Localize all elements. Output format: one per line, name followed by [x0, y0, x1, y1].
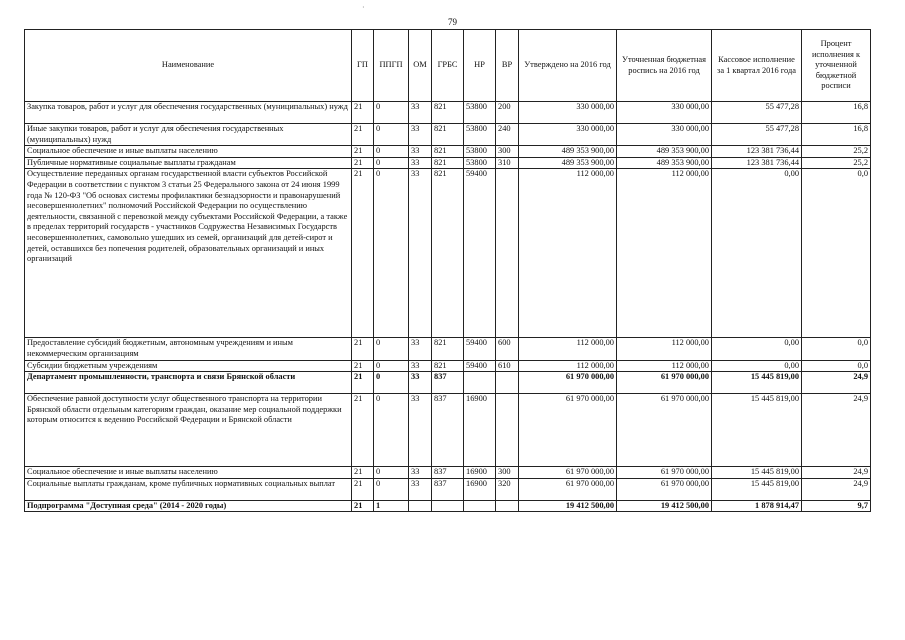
cell-refined: 112 000,00: [617, 338, 712, 360]
cell-name: Публичные нормативные социальные выплаты гражданам: [25, 157, 352, 169]
scan-mark: ·: [362, 3, 365, 12]
header-cash: Кассовое исполнение за 1 квартал 2016 года: [712, 30, 802, 102]
cell-om: 33: [409, 124, 432, 146]
table-row: [25, 169, 871, 338]
cell-gp: 21: [352, 169, 374, 338]
cell-cash: 15 445 819,00: [712, 372, 802, 394]
cell-gp: 21: [352, 146, 374, 158]
cell-cash: 123 381 736,44: [712, 146, 802, 158]
cell-grbs: 837: [432, 467, 464, 479]
table-row: [25, 394, 871, 467]
cell-cash: 15 445 819,00: [712, 394, 802, 467]
cell-grbs: 821: [432, 338, 464, 360]
cell-cash: 0,00: [712, 169, 802, 338]
header-approved: Утверждено на 2016 год: [519, 30, 617, 102]
cell-name: Обеспечение равной доступности услуг общественного транспорта на территории Брянской области отдельным категориям граждан, оказание мер социальной поддержки которым относится к ведению Российской Федерации и Брянской области: [25, 394, 352, 467]
cell-vr: [496, 500, 519, 512]
header-vr: ВР: [496, 30, 519, 102]
cell-ppgp: 0: [374, 467, 409, 479]
cell-grbs: 821: [432, 169, 464, 338]
cell-om: 33: [409, 372, 432, 394]
cell-percent: 24,9: [802, 467, 871, 479]
cell-gp: 21: [352, 478, 374, 500]
table-row-subprogram: [25, 500, 871, 512]
cell-np: 16900: [464, 394, 496, 467]
cell-np: 53800: [464, 146, 496, 158]
cell-np: 16900: [464, 478, 496, 500]
cell-vr: 240: [496, 124, 519, 146]
table-header-row: [25, 30, 871, 102]
cell-cash: 55 477,28: [712, 124, 802, 146]
cell-ppgp: 0: [374, 102, 409, 124]
cell-percent: 0,0: [802, 169, 871, 338]
cell-approved: 112 000,00: [519, 169, 617, 338]
cell-ppgp: 1: [374, 500, 409, 512]
cell-np: [464, 500, 496, 512]
cell-grbs: [432, 500, 464, 512]
cell-percent: 16,8: [802, 102, 871, 124]
cell-approved: 61 970 000,00: [519, 372, 617, 394]
cell-cash: 55 477,28: [712, 102, 802, 124]
cell-refined: 112 000,00: [617, 169, 712, 338]
cell-percent: 0,0: [802, 360, 871, 372]
cell-name: Предоставление субсидий бюджетным, автономным учреждениям и иным некоммерческим организациям: [25, 338, 352, 360]
table-row: [25, 338, 871, 360]
cell-cash: 1 878 914,47: [712, 500, 802, 512]
header-np: НР: [464, 30, 496, 102]
cell-grbs: 821: [432, 360, 464, 372]
cell-ppgp: 0: [374, 338, 409, 360]
cell-name: Закупка товаров, работ и услуг для обеспечения государственных (муниципальных) нужд: [25, 102, 352, 124]
cell-refined: 112 000,00: [617, 360, 712, 372]
cell-approved: 330 000,00: [519, 102, 617, 124]
cell-approved: 61 970 000,00: [519, 394, 617, 467]
cell-gp: 21: [352, 467, 374, 479]
cell-percent: 16,8: [802, 124, 871, 146]
table-row: [25, 124, 871, 146]
cell-vr: 320: [496, 478, 519, 500]
table-row: [25, 467, 871, 479]
cell-approved: 112 000,00: [519, 360, 617, 372]
cell-gp: 21: [352, 360, 374, 372]
table-row: [25, 157, 871, 169]
cell-vr: [496, 372, 519, 394]
cell-grbs: 837: [432, 478, 464, 500]
cell-ppgp: 0: [374, 478, 409, 500]
cell-np: 16900: [464, 467, 496, 479]
cell-ppgp: 0: [374, 372, 409, 394]
cell-ppgp: 0: [374, 394, 409, 467]
cell-grbs: 837: [432, 372, 464, 394]
cell-om: 33: [409, 478, 432, 500]
cell-ppgp: 0: [374, 360, 409, 372]
cell-grbs: 821: [432, 124, 464, 146]
cell-ppgp: 0: [374, 146, 409, 158]
cell-cash: 0,00: [712, 338, 802, 360]
cell-percent: 25,2: [802, 146, 871, 158]
cell-name: Иные закупки товаров, работ и услуг для обеспечения государственных (муниципальных) нужд: [25, 124, 352, 146]
budget-execution-table: [24, 29, 871, 512]
header-gp: ГП: [352, 30, 374, 102]
cell-vr: 300: [496, 146, 519, 158]
cell-np: 53800: [464, 157, 496, 169]
cell-vr: 300: [496, 467, 519, 479]
cell-approved: 19 412 500,00: [519, 500, 617, 512]
cell-approved: 330 000,00: [519, 124, 617, 146]
cell-np: [464, 372, 496, 394]
table-row-department: [25, 372, 871, 394]
cell-grbs: 821: [432, 102, 464, 124]
table-row: [25, 146, 871, 158]
cell-om: 33: [409, 169, 432, 338]
page-number: 79: [448, 17, 457, 27]
header-ppgp: ППГП: [374, 30, 409, 102]
cell-gp: 21: [352, 124, 374, 146]
cell-refined: 61 970 000,00: [617, 394, 712, 467]
cell-percent: 25,2: [802, 157, 871, 169]
cell-om: 33: [409, 146, 432, 158]
cell-name: Социальные выплаты гражданам, кроме публичных нормативных социальных выплат: [25, 478, 352, 500]
cell-refined: 61 970 000,00: [617, 372, 712, 394]
header-grbs: ГРБС: [432, 30, 464, 102]
cell-gp: 21: [352, 102, 374, 124]
cell-om: 33: [409, 338, 432, 360]
header-om: ОМ: [409, 30, 432, 102]
cell-vr: [496, 169, 519, 338]
cell-approved: 61 970 000,00: [519, 478, 617, 500]
cell-vr: 200: [496, 102, 519, 124]
cell-gp: 21: [352, 372, 374, 394]
cell-percent: 24,9: [802, 478, 871, 500]
cell-percent: 24,9: [802, 394, 871, 467]
cell-gp: 21: [352, 394, 374, 467]
cell-om: 33: [409, 360, 432, 372]
cell-cash: 15 445 819,00: [712, 478, 802, 500]
cell-cash: 15 445 819,00: [712, 467, 802, 479]
cell-om: 33: [409, 394, 432, 467]
cell-np: 59400: [464, 360, 496, 372]
cell-name: Социальное обеспечение и иные выплаты населению: [25, 146, 352, 158]
cell-name: Подпрограмма "Доступная среда" (2014 - 2020 годы): [25, 500, 352, 512]
cell-vr: 610: [496, 360, 519, 372]
cell-cash: 123 381 736,44: [712, 157, 802, 169]
header-name: Наименование: [25, 30, 352, 102]
cell-om: 33: [409, 102, 432, 124]
cell-name: Социальное обеспечение и иные выплаты населению: [25, 467, 352, 479]
cell-vr: 310: [496, 157, 519, 169]
cell-gp: 21: [352, 157, 374, 169]
cell-name: Департамент промышленности, транспорта и связи Брянской области: [25, 372, 352, 394]
cell-grbs: 821: [432, 157, 464, 169]
cell-refined: 489 353 900,00: [617, 146, 712, 158]
cell-refined: 61 970 000,00: [617, 478, 712, 500]
cell-approved: 112 000,00: [519, 338, 617, 360]
table-row: [25, 360, 871, 372]
cell-grbs: 821: [432, 146, 464, 158]
cell-name: Осуществление переданных органам государственной власти субъектов Российской Федерации в соответствии с пунктом 3 статьи 25 Федерального закона от 24 июня 1999 года № 120-ФЗ "Об основах системы профилактики безнадзорности и правонарушений несовершеннолетних" полномочий Российской Федерации по осуществлению деятельности, связанной с перевозкой между субъектами Российской Федерации, а также в пределах территорий государств - участников Содружества Независимых Государств несовершеннолетних, самовольно ушедших из семей, организаций для детей-сирот и детей, оставшихся без попечения родителей, образовательных организаций и иных организаций: [25, 169, 352, 338]
cell-np: 53800: [464, 102, 496, 124]
cell-vr: 600: [496, 338, 519, 360]
cell-ppgp: 0: [374, 157, 409, 169]
cell-approved: 489 353 900,00: [519, 157, 617, 169]
cell-refined: 489 353 900,00: [617, 157, 712, 169]
header-refined: Уточненная бюджетная роспись на 2016 год: [617, 30, 712, 102]
cell-om: 33: [409, 157, 432, 169]
table-row: [25, 102, 871, 124]
cell-approved: 489 353 900,00: [519, 146, 617, 158]
cell-percent: 0,0: [802, 338, 871, 360]
cell-ppgp: 0: [374, 169, 409, 338]
cell-refined: 61 970 000,00: [617, 467, 712, 479]
cell-gp: 21: [352, 338, 374, 360]
cell-np: 59400: [464, 338, 496, 360]
cell-vr: [496, 394, 519, 467]
cell-refined: 330 000,00: [617, 102, 712, 124]
cell-om: 33: [409, 467, 432, 479]
cell-approved: 61 970 000,00: [519, 467, 617, 479]
cell-gp: 21: [352, 500, 374, 512]
cell-np: 53800: [464, 124, 496, 146]
cell-np: 59400: [464, 169, 496, 338]
header-percent: Процент исполнения к уточненной бюджетной росписи: [802, 30, 871, 102]
cell-refined: 19 412 500,00: [617, 500, 712, 512]
cell-refined: 330 000,00: [617, 124, 712, 146]
cell-percent: 24,9: [802, 372, 871, 394]
table-row: [25, 478, 871, 500]
cell-name: Субсидии бюджетным учреждениям: [25, 360, 352, 372]
cell-om: [409, 500, 432, 512]
cell-ppgp: 0: [374, 124, 409, 146]
cell-grbs: 837: [432, 394, 464, 467]
cell-cash: 0,00: [712, 360, 802, 372]
cell-percent: 9,7: [802, 500, 871, 512]
